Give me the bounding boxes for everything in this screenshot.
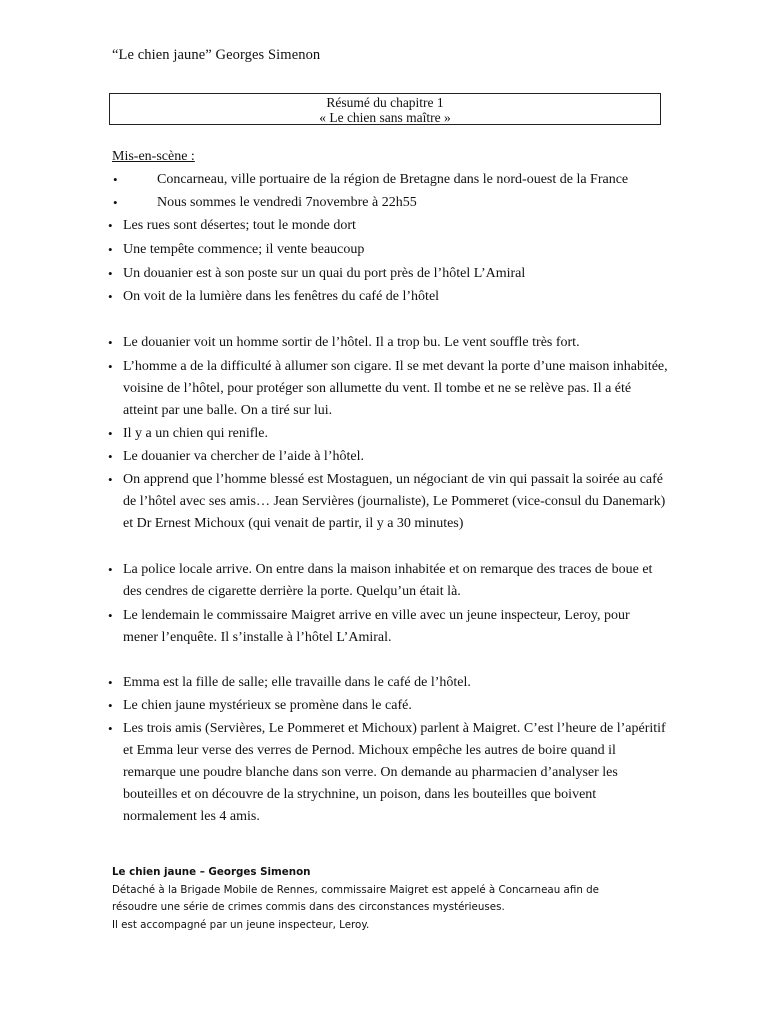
list-item	[108, 446, 668, 468]
book-summary	[112, 864, 672, 934]
list-item	[108, 605, 668, 649]
list-item	[108, 332, 668, 354]
bullet-marker: •	[108, 562, 113, 577]
bullet-marker: •	[108, 335, 113, 350]
list-item	[108, 215, 668, 237]
chapter-title-box	[109, 93, 661, 125]
chapter-title: Résumé du chapitre 1	[326, 95, 444, 110]
summary-title: Le chien jaune – Georges Simenon	[112, 866, 311, 878]
list-item-text: Un douanier est à son poste sur un quai du port près de l’hôtel L’Amiral	[123, 266, 526, 281]
list-item	[108, 356, 668, 422]
list-item-text: La police locale arrive. On entre dans la maison inhabitée et on remarque des traces de boue et des cendres de cigarette derrière la porte. Quelqu’un était là.	[123, 562, 653, 599]
list-item	[108, 423, 668, 445]
list-item	[108, 718, 668, 828]
list-item-text: Le lendemain le commissaire Maigret arrive en ville avec un jeune inspecteur, Leroy, pour mener l’enquête. Il s’installe à l’hôtel L’Amiral.	[123, 608, 630, 645]
list-item-text: L’homme a de la difficulté à allumer son cigare. Il se met devant la porte d’une maison inhabitée, voisine de l’hôtel, pour protéger son allumette du vent. Il tombe et ne se relève pas. Il a été atteint par une balle. On a tiré sur lui.	[123, 359, 668, 418]
bullet-marker: •	[108, 449, 113, 464]
bullet-marker: •	[108, 266, 113, 281]
list-item	[108, 672, 668, 694]
bullet-marker: •	[108, 289, 113, 304]
document-header: “Le chien jaune” Georges Simenon	[112, 47, 321, 63]
list-item-text: On voit de la lumière dans les fenêtres du café de l’hôtel	[123, 289, 440, 304]
list-item-text: Une tempête commence; il vente beaucoup	[123, 242, 365, 257]
list-item-text: Le chien jaune mystérieux se promène dans le café.	[123, 698, 412, 713]
bullet-marker: •	[108, 426, 113, 441]
bullet-marker: •	[108, 359, 113, 374]
list-item-text: Emma est la fille de salle; elle travaille dans le café de l’hôtel.	[123, 675, 471, 690]
list-item-text: Les rues sont désertes; tout le monde dort	[123, 218, 356, 233]
list-item	[108, 192, 668, 214]
bullet-marker: •	[108, 608, 113, 623]
list-item	[108, 263, 668, 285]
list-item-text: Le douanier voit un homme sortir de l’hôtel. Il a trop bu. Le vent souffle très fort.	[123, 335, 580, 350]
mise-en-scene-label: Mis-en-scène :	[112, 149, 195, 164]
list-item-text: Les trois amis (Servières, Le Pommeret et Michoux) parlent à Maigret. C’est l’heure de l’apéritif et Emma leur verse des verres de Pernod. Michoux empêche les autres de boire quand il remarque une poudre blanche dans son verre. On demande au pharmacien d’analyser les bouteilles et on découvre de la strychnine, un poison, dans les bouteilles que boivent normalement les 4 amis.	[123, 721, 666, 824]
list-item-text: Il y a un chien qui renifle.	[123, 426, 269, 441]
bullet-marker: •	[113, 195, 118, 210]
list-item	[108, 286, 668, 308]
list-item	[108, 469, 668, 535]
bullet-marker: •	[108, 721, 113, 736]
list-item	[108, 695, 668, 717]
bullet-marker: •	[108, 698, 113, 713]
list-item-text: On apprend que l’homme blessé est Mostaguen, un négociant de vin qui passait la soirée au café de l’hôtel avec ses amis… Jean Servières (journaliste), Le Pommeret (vice-consul du Danemark) et Dr Ernest Michoux (qui venait de partir, il y a 30 minutes)	[123, 472, 666, 531]
list-item	[108, 559, 668, 603]
bullet-marker: •	[108, 218, 113, 233]
list-item-text: Concarneau, ville portuaire de la région de Bretagne dans le nord-ouest de la France	[157, 172, 629, 187]
summary-line: Il est accompagné par un jeune inspecteur, Leroy.	[112, 918, 370, 931]
list-item-text: Nous sommes le vendredi 7novembre à 22h55	[157, 195, 417, 210]
bullet-marker: •	[108, 472, 113, 487]
bullet-marker: •	[108, 242, 113, 257]
list-item	[108, 239, 668, 261]
chapter-subtitle: « Le chien sans maître »	[319, 110, 451, 125]
list-item-text: Le douanier va chercher de l’aide à l’hôtel.	[123, 449, 364, 464]
summary-line: Détaché à la Brigade Mobile de Rennes, commissaire Maigret est appelé à Concarneau afin de	[112, 883, 599, 896]
summary-line: résoudre une série de crimes commis dans des circonstances mystérieuses.	[112, 901, 505, 913]
bullet-marker: •	[108, 675, 113, 690]
list-item	[108, 169, 668, 191]
bullet-marker: •	[113, 172, 118, 187]
